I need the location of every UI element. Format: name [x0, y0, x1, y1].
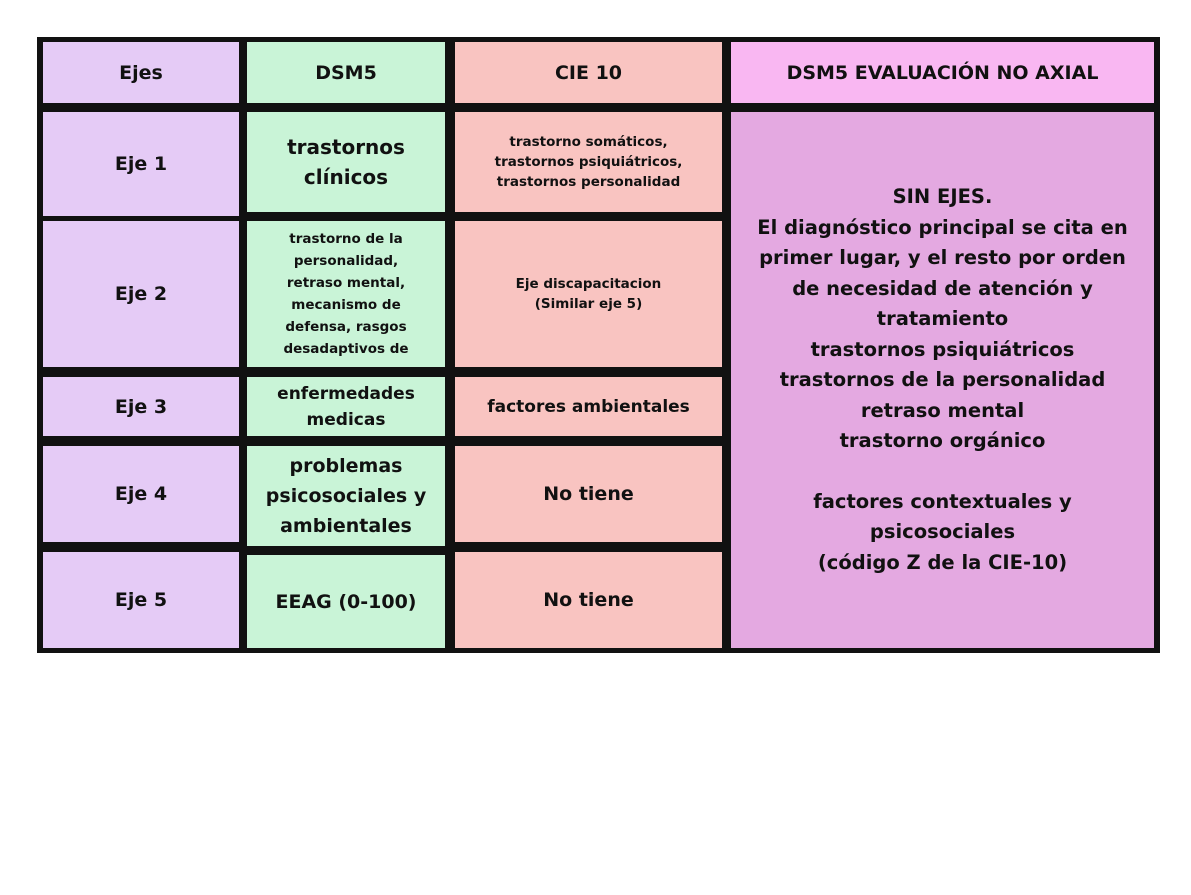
row-eje-4-cie10: No tiene: [455, 446, 722, 542]
no-axial-description: SIN EJES. El diagnóstico principal se cita en primer lugar, y el resto por orden de necesidad de atención y tratamiento trastornos psiquiátricos trastornos de la personalidad retraso mental trastorno orgánico factores contextuales y psicosociales (código Z de la CIE-10): [731, 112, 1154, 648]
row-eje-1-dsm5: trastornos clínicos: [247, 112, 445, 212]
row-eje-3-cie10: factores ambientales: [455, 377, 722, 436]
row-eje-4-dsm5: problemas psicosociales y ambientales: [247, 446, 445, 546]
header-ejes-label: Ejes: [119, 61, 163, 84]
header-cie10-label: CIE 10: [554, 61, 623, 84]
header-dsm5-label: DSM5: [315, 61, 377, 84]
header-ejes: [43, 42, 239, 103]
row-eje-3-dsm5: enfermedades medicas: [247, 377, 445, 436]
row-eje-1-cie10: trastorno somáticos, trastornos psiquiátricos, trastornos personalidad: [455, 112, 722, 212]
row-eje-1-label: Eje 1: [43, 112, 239, 216]
row-eje-2-dsm5: trastorno de la personalidad, retraso mental, mecanismo de defensa, rasgos desadaptivos de: [247, 221, 445, 367]
header-no-axial: [731, 42, 1154, 103]
row-eje-3-label: Eje 3: [43, 377, 239, 436]
header-dsm5: [247, 42, 445, 103]
dsm5-cie10-comparison-table: [37, 37, 1160, 653]
row-eje-5-cie10: No tiene: [455, 552, 722, 648]
row-eje-4-label: Eje 4: [43, 446, 239, 542]
header-no-axial-label: DSM5 EVALUACIÓN NO AXIAL: [786, 61, 1099, 84]
header-cie10: [455, 42, 722, 103]
row-eje-2-cie10: Eje discapacitacion (Similar eje 5): [455, 221, 722, 367]
row-eje-5-dsm5: EEAG (0-100): [247, 555, 445, 648]
row-eje-2-label: Eje 2: [43, 221, 239, 367]
row-eje-5-label: Eje 5: [43, 552, 239, 648]
